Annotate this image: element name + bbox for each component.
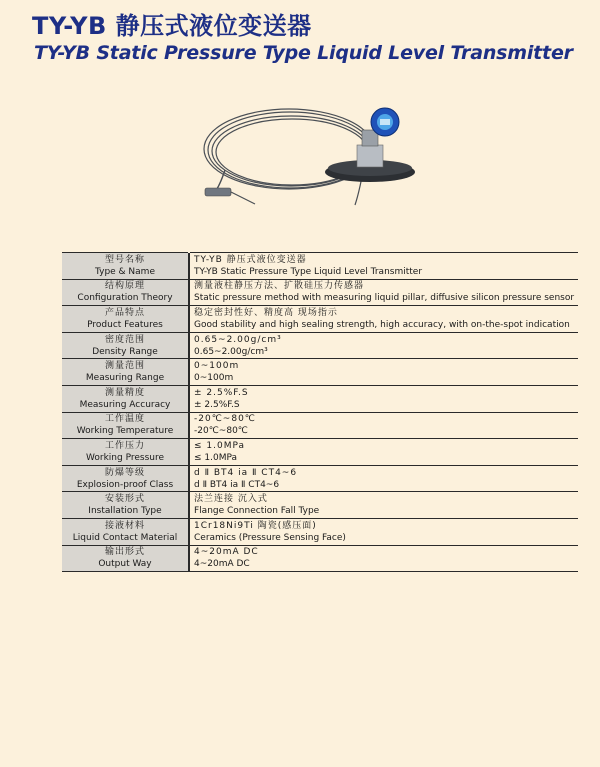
spec-value-cell bbox=[190, 465, 578, 492]
spec-row bbox=[62, 279, 578, 306]
spec-value-cn: ≤ 1.0MPa bbox=[194, 440, 246, 451]
spec-label-cn: 测量精度 bbox=[104, 387, 145, 398]
spec-label-cn: 防爆等级 bbox=[104, 467, 145, 478]
spec-value-en: 0.65~2.00g/cm³ bbox=[194, 346, 268, 357]
spec-table bbox=[62, 252, 578, 572]
spec-row bbox=[62, 359, 578, 386]
spec-label-en: Working Temperature bbox=[76, 426, 174, 437]
spec-label-en: Output Way bbox=[98, 559, 152, 570]
spec-value-cell bbox=[190, 439, 578, 466]
spec-label-cell bbox=[62, 412, 188, 439]
page-title-en: TY-YB Static Pressure Type Liquid Level Transmitter bbox=[34, 42, 573, 64]
spec-value-cell bbox=[190, 385, 578, 412]
spec-value-cn: 4~20mA DC bbox=[194, 547, 259, 558]
spec-value-en: ≤ 1.0MPa bbox=[194, 452, 238, 463]
spec-value-en: d Ⅱ BT4 ia Ⅱ CT4~6 bbox=[194, 479, 280, 490]
spec-row bbox=[62, 412, 578, 439]
spec-value-cn: -20℃~80℃ bbox=[194, 414, 256, 425]
spec-label-cell bbox=[62, 518, 188, 545]
spec-label-cell bbox=[62, 359, 188, 386]
spec-value-cn: 0~100m bbox=[194, 361, 240, 372]
spec-value-en: ± 2.5%F.S bbox=[194, 399, 240, 410]
spec-label-cell bbox=[62, 465, 188, 492]
spec-row bbox=[62, 492, 578, 519]
spec-label-cell bbox=[62, 332, 188, 359]
page-title-cn: TY-YB 静压式液位变送器 bbox=[32, 12, 312, 40]
spec-value-cell bbox=[190, 253, 578, 280]
spec-label-cell bbox=[62, 279, 188, 306]
spec-value-en: 0~100m bbox=[194, 373, 234, 384]
spec-label-cell bbox=[62, 439, 188, 466]
spec-label-en: Working Pressure bbox=[86, 452, 164, 463]
spec-value-en: TY-YB Static Pressure Type Liquid Level Transmitter bbox=[194, 266, 423, 277]
spec-label-en: Measuring Range bbox=[85, 373, 165, 384]
spec-value-cn: 稳定密封性好、精度高 现场指示 bbox=[194, 307, 338, 318]
product-photo bbox=[195, 100, 425, 225]
spec-value-en: Flange Connection Fall Type bbox=[194, 506, 320, 517]
spec-row bbox=[62, 439, 578, 466]
spec-row bbox=[62, 465, 578, 492]
spec-label-en: Liquid Contact Material bbox=[72, 532, 178, 543]
spec-label-cn: 接液材料 bbox=[104, 520, 145, 531]
spec-value-en: 4~20mA DC bbox=[194, 559, 250, 570]
spec-row bbox=[62, 518, 578, 545]
spec-label-cn: 结构原理 bbox=[104, 281, 145, 292]
spec-value-cell bbox=[190, 359, 578, 386]
spec-value-cn: d Ⅱ BT4 ia Ⅱ CT4~6 bbox=[194, 467, 298, 478]
spec-value-cn: TY-YB 静压式液位变送器 bbox=[194, 254, 307, 265]
spec-value-en: -20℃~80℃ bbox=[194, 426, 248, 437]
spec-value-cell bbox=[190, 545, 578, 572]
spec-label-en: Explosion-proof Class bbox=[76, 479, 174, 490]
spec-value-en: Ceramics (Pressure Sensing Face) bbox=[194, 532, 346, 543]
spec-label-cn: 密度范围 bbox=[104, 334, 145, 345]
spec-value-en: Static pressure method with measuring liquid pillar, diffusive silicon pressure sensor bbox=[194, 293, 575, 304]
spec-label-cell bbox=[62, 385, 188, 412]
spec-value-cn: ± 2.5%F.S bbox=[194, 387, 249, 398]
spec-row bbox=[62, 253, 578, 280]
spec-label-cn: 测量范围 bbox=[104, 361, 145, 372]
spec-row bbox=[62, 385, 578, 412]
spec-value-cn: 1Cr18Ni9Ti 陶瓷(感压面) bbox=[194, 520, 317, 531]
spec-value-cell bbox=[190, 412, 578, 439]
spec-label-cn: 产品特点 bbox=[104, 307, 145, 318]
spec-label-cn: 工作压力 bbox=[104, 440, 145, 451]
spec-label-en: Density Range bbox=[92, 346, 158, 357]
spec-value-cn: 0.65~2.00g/cm³ bbox=[194, 334, 282, 345]
spec-label-cell bbox=[62, 253, 188, 280]
spec-label-cell bbox=[62, 306, 188, 333]
spec-label-cn: 工作温度 bbox=[104, 414, 145, 425]
spec-row bbox=[62, 545, 578, 572]
spec-value-cell bbox=[190, 332, 578, 359]
spec-value-cell bbox=[190, 306, 578, 333]
spec-label-cell bbox=[62, 492, 188, 519]
spec-row bbox=[62, 332, 578, 359]
spec-value-cn: 法兰连接 沉入式 bbox=[194, 494, 268, 505]
spec-label-cn: 安装形式 bbox=[104, 494, 145, 505]
spec-value-cn: 测量液柱静压方法、扩散硅压力传感器 bbox=[194, 281, 365, 292]
spec-value-cell bbox=[190, 279, 578, 306]
spec-row bbox=[62, 306, 578, 333]
spec-value-cell bbox=[190, 492, 578, 519]
spec-label-cell bbox=[62, 545, 188, 572]
spec-value-en: Good stability and high sealing strength, high accuracy, with on-the-spot indication bbox=[194, 319, 570, 330]
spec-label-en: Configuration Theory bbox=[77, 293, 173, 304]
spec-label-en: Installation Type bbox=[88, 506, 162, 517]
spec-label-en: Product Features bbox=[87, 319, 163, 330]
spec-value-cell bbox=[190, 518, 578, 545]
spec-label-en: Measuring Accuracy bbox=[79, 399, 171, 410]
spec-label-cn: 输出形式 bbox=[104, 547, 145, 558]
spec-label-cn: 型号名称 bbox=[104, 254, 145, 265]
spec-label-en: Type & Name bbox=[95, 266, 155, 277]
